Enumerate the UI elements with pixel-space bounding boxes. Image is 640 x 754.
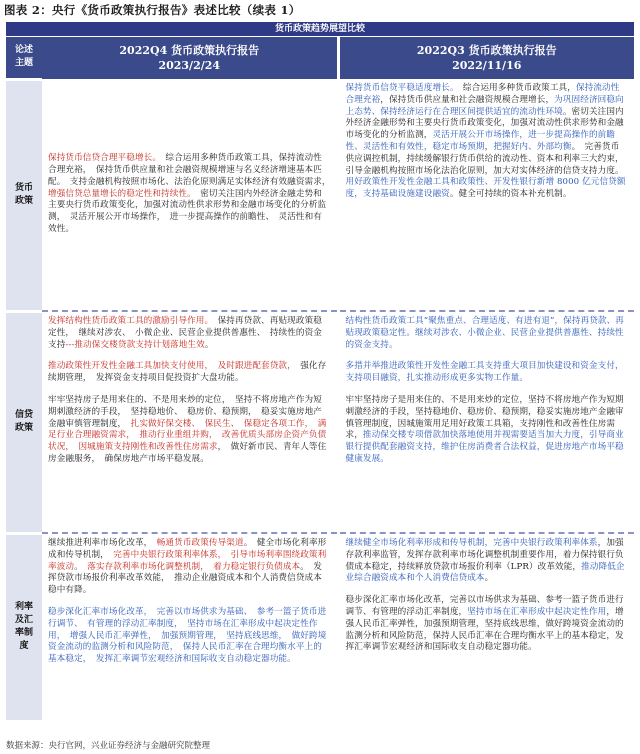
- text-paragraph: [48, 153, 335, 236]
- right-text-cell: [338, 533, 634, 721]
- body-text: 。: [484, 573, 494, 584]
- topic-cell: 利率 及汇 率制 度: [6, 533, 42, 721]
- comparison-table: [6, 37, 634, 723]
- body-text: 强化存续期管理， 发挥资金支持项目促投资扩大盘功能。: [48, 361, 327, 384]
- text-paragraph: [48, 316, 331, 351]
- body-text: 。: [204, 339, 214, 350]
- body-text: 。密切关注国内外经济金融形势和主要央行货币政策变化，加强对流动性供求形势和金融市场变化的分析监测，: [345, 106, 624, 141]
- data-source-note: 数据来源：央行官网，兴业证券经济与金融研究院整理: [6, 741, 211, 751]
- right-report-title: 2022Q3 货币政策执行报告: [416, 44, 557, 57]
- highlighted-text: 把握好内、外部均衡: [493, 141, 572, 152]
- body-text: 。: [74, 561, 88, 572]
- body-text: ， 做好新市民、青年人等住房金融服务， 确保房地产市场平稳发展。: [48, 442, 327, 464]
- highlighted-text: 落实存款利率市场化调整机制， 着力稳定银行负债成本: [87, 561, 301, 572]
- highlighted-text: 推动降低企业综合融资成本和个人消费信贷成本: [345, 561, 625, 584]
- topic-header: 论述 主题: [6, 37, 42, 79]
- paragraph-gap: [346, 585, 629, 595]
- highlighted-text: 保持货币信贷平稳适度增长。: [345, 83, 455, 93]
- paragraph-gap: [48, 597, 331, 607]
- highlighted-text: 坚持市场在汇率形成中起决定性作用: [467, 606, 607, 617]
- right-text-cell: [338, 311, 634, 533]
- text-paragraph: [48, 607, 331, 666]
- highlighted-text: 为巩固经济回稳向上态势、保持经济运行在合理区间提供适宜的流动性环境: [345, 94, 624, 117]
- rate-regime-row: [6, 533, 634, 721]
- highlighted-text: 稳步深化汇率市场化改革， 完善以市场供求为基础、 参考一篮子货币进行调节、 有管理的浮动汇率制度， 坚持市场在汇率形成中起决定性作用， 增强人民币汇率弹性， 加强预期管理， 坚持底线思维， 做好跨境资金流动的监测分析和风险防范， 保持人民币汇率在合理均衡水平上的基本稳定， 发挥汇率调节宏观经济和国际收支自动稳定器功能。: [48, 606, 327, 665]
- body-text: ，增强人民币汇率弹性，加强预期管理，坚持底线思维，做好跨境资金流动的监测分析和风险防范，保持人民币汇率在合理均衡水平上的基本稳定，发挥汇率调节宏观经济和国际收支自动稳定器功能。: [345, 606, 624, 653]
- body-text: 。 发挥贷款市场报价利率改革效能， 推动企业融资成本和个人消费信贷成本稳中有降。: [48, 561, 323, 596]
- text-paragraph: [346, 316, 629, 351]
- left-report-date: 2023/2/24: [158, 59, 221, 72]
- topic-cell: 信贷 政策: [6, 311, 42, 533]
- highlighted-text: 灵活开展公开市场操作，进一步提高操作的前瞻性、灵活性和有效性，稳定市场预期: [345, 130, 616, 152]
- highlighted-text: 继续健全市场化利率形成和传导机制，: [345, 538, 494, 548]
- text-paragraph: [48, 538, 331, 597]
- text-paragraph: [346, 538, 629, 585]
- monetary-policy-row: [6, 79, 634, 311]
- body-text: 保持再贷款、再贴现政策稳定性， 继续对涉农、 小微企业、民营企业提供普惠性、 持续性的资金支持: [48, 316, 322, 350]
- body-text: 综合运用多种货币政策工具，保持流动性合理充裕， 保持货币供应量和社会融资规模增速与名义经济增速基本匹配。 支持金融机构按照市场化、法治化原则满足实体经济有效融资需求，: [48, 153, 335, 187]
- body-text: 综合运用多种货币政策工具，: [454, 83, 576, 93]
- left-text-cell: [42, 79, 338, 311]
- highlighted-text: 扎实做好保交楼、 保民生、 保稳定各项工作， 满足行业合理融资需求， 推动行业重组并购， 改善优质头部房企资产负债状况， 因城施策支持刚性和改善性住房需求: [48, 418, 327, 453]
- highlighted-text: 多措并举推进政策性开发性金融工具支持重大项目加快建设和资金支付，支持项目融资，扎实推动形成更多实物工作量。: [345, 361, 624, 384]
- body-text: 。健全可持续的资本补充机制。: [449, 189, 572, 200]
- highlighted-text: 用好政策性开发性金融工具和政策性、开发性银行新增 8000 亿元信贷额度，支持基础设施建设融资: [345, 177, 626, 200]
- table-banner: 货币政策趋势展望比较: [6, 22, 634, 36]
- body-text: ，保持货币供应量和社会融资规模合理增长，: [380, 94, 555, 105]
- body-text: 。 完善货币供应调控机制，持续缓解银行货币供给的流动性、资本和利率三大约束，引导金融机构按照市场化法治化原则，加大对实体经济的信贷支持力度。: [345, 141, 624, 176]
- paragraph-gap: [48, 351, 331, 361]
- body-text: 密切关注国内外经济金融走势和主要央行货币政策变化，加强对流动性供求形势和金融市场变化的分析监测， 灵活开展公开市场操作， 进一步提高操作的前瞻性、 灵活性和有效性。: [48, 188, 327, 234]
- left-text-cell: [42, 311, 338, 533]
- header-row: [6, 37, 634, 79]
- highlighted-text: 保持货币信贷合理平稳增长。: [48, 153, 157, 164]
- body-text: 牢牢坚持房子是用来住的、不是用来炒的定位， 坚持不将房地产作为短期刺激经济的手段， 坚持稳地价、 稳房价、稳预期， 稳妥实施房地产金融审慎管理制度，: [48, 394, 322, 429]
- highlighted-text: 推动保交楼专项借款加快落地使用并视需要适当加大力度，引导商业银行提供配套融资支持，维护住房消费者合法权益，促进房地产市场平稳健康发展。: [345, 430, 624, 464]
- text-paragraph: [346, 83, 629, 201]
- right-text-cell: [338, 79, 634, 311]
- topic-cell: 货币 政策: [6, 79, 42, 311]
- highlighted-text: 发挥结构性货币政策工具的激励引导作用。: [48, 316, 209, 326]
- left-text-cell: [42, 533, 338, 721]
- body-text: 稳步深化汇率市场化改革，完善以市场供求为基础、参考一篮子货币进行调节、有管理的浮动汇率制度，: [345, 595, 624, 617]
- body-text: 继续推进利率市场化改革，: [48, 538, 157, 548]
- paragraph-gap: [346, 351, 629, 361]
- highlighted-text: 完善中央银行政策利率体系， 引导市场利率围绕政策利率波动: [48, 549, 327, 572]
- body-text: ，加强存款利率监管，发挥存款利率市场化调整机制重要作用，着力保持银行负债成本稳定，持续释放贷款市场报价利率（LPR）改革效能，: [345, 538, 624, 572]
- body-text: ，: [484, 141, 494, 152]
- right-report-date: 2022/11/16: [452, 59, 522, 72]
- highlighted-text: ---推动保交楼贷款支持计划落地生效: [65, 339, 205, 350]
- highlighted-text: 增强信贷总量增长的稳定性和持续性。: [48, 188, 192, 199]
- left-report-title: 2022Q4 货币政策执行报告: [119, 44, 260, 57]
- highlighted-text: 结构性货币政策工具“聚焦重点、合理适度、有进有退”，保持再贷款、再贴现政策稳定性。继续对涉农、小微企业、民营企业提供普惠性、持续性的资金支持。: [345, 316, 624, 350]
- paragraph-gap: [346, 385, 629, 395]
- paragraph-gap: [48, 385, 331, 395]
- text-paragraph: [48, 395, 331, 466]
- body-text: 牢牢坚持房子是用来住的、不是用来炒的定位，坚持不将房地产作为短期刺激经济的手段，坚持稳地价、稳房价、稳预期，稳妥实施房地产金融审慎管理制度，因城施策用足用好政策工具箱，支持刚性和改善性住房需求，: [345, 394, 624, 441]
- highlighted-text: 畅通货币政策传导渠道: [156, 538, 244, 548]
- highlighted-text: 完善中央银行政策利率体系: [493, 538, 598, 548]
- right-column-header: [338, 37, 634, 79]
- text-paragraph: [346, 595, 629, 654]
- left-column-header: [42, 37, 338, 79]
- highlighted-text: 推动政策性开发性金融工具加快支付使用， 及时跟进配套贷款，: [48, 361, 292, 372]
- body-text: 。 健全市场化利率形成和传导机制，: [48, 538, 327, 560]
- text-paragraph: [346, 361, 629, 385]
- text-paragraph: [48, 361, 331, 385]
- text-paragraph: [346, 395, 629, 466]
- credit-policy-row: [6, 311, 634, 533]
- highlighted-text: 保持流动性合理充裕: [345, 83, 620, 105]
- figure-title: 图表 2：央行《货币政策执行报告》表述比较（续表 1）: [4, 3, 301, 17]
